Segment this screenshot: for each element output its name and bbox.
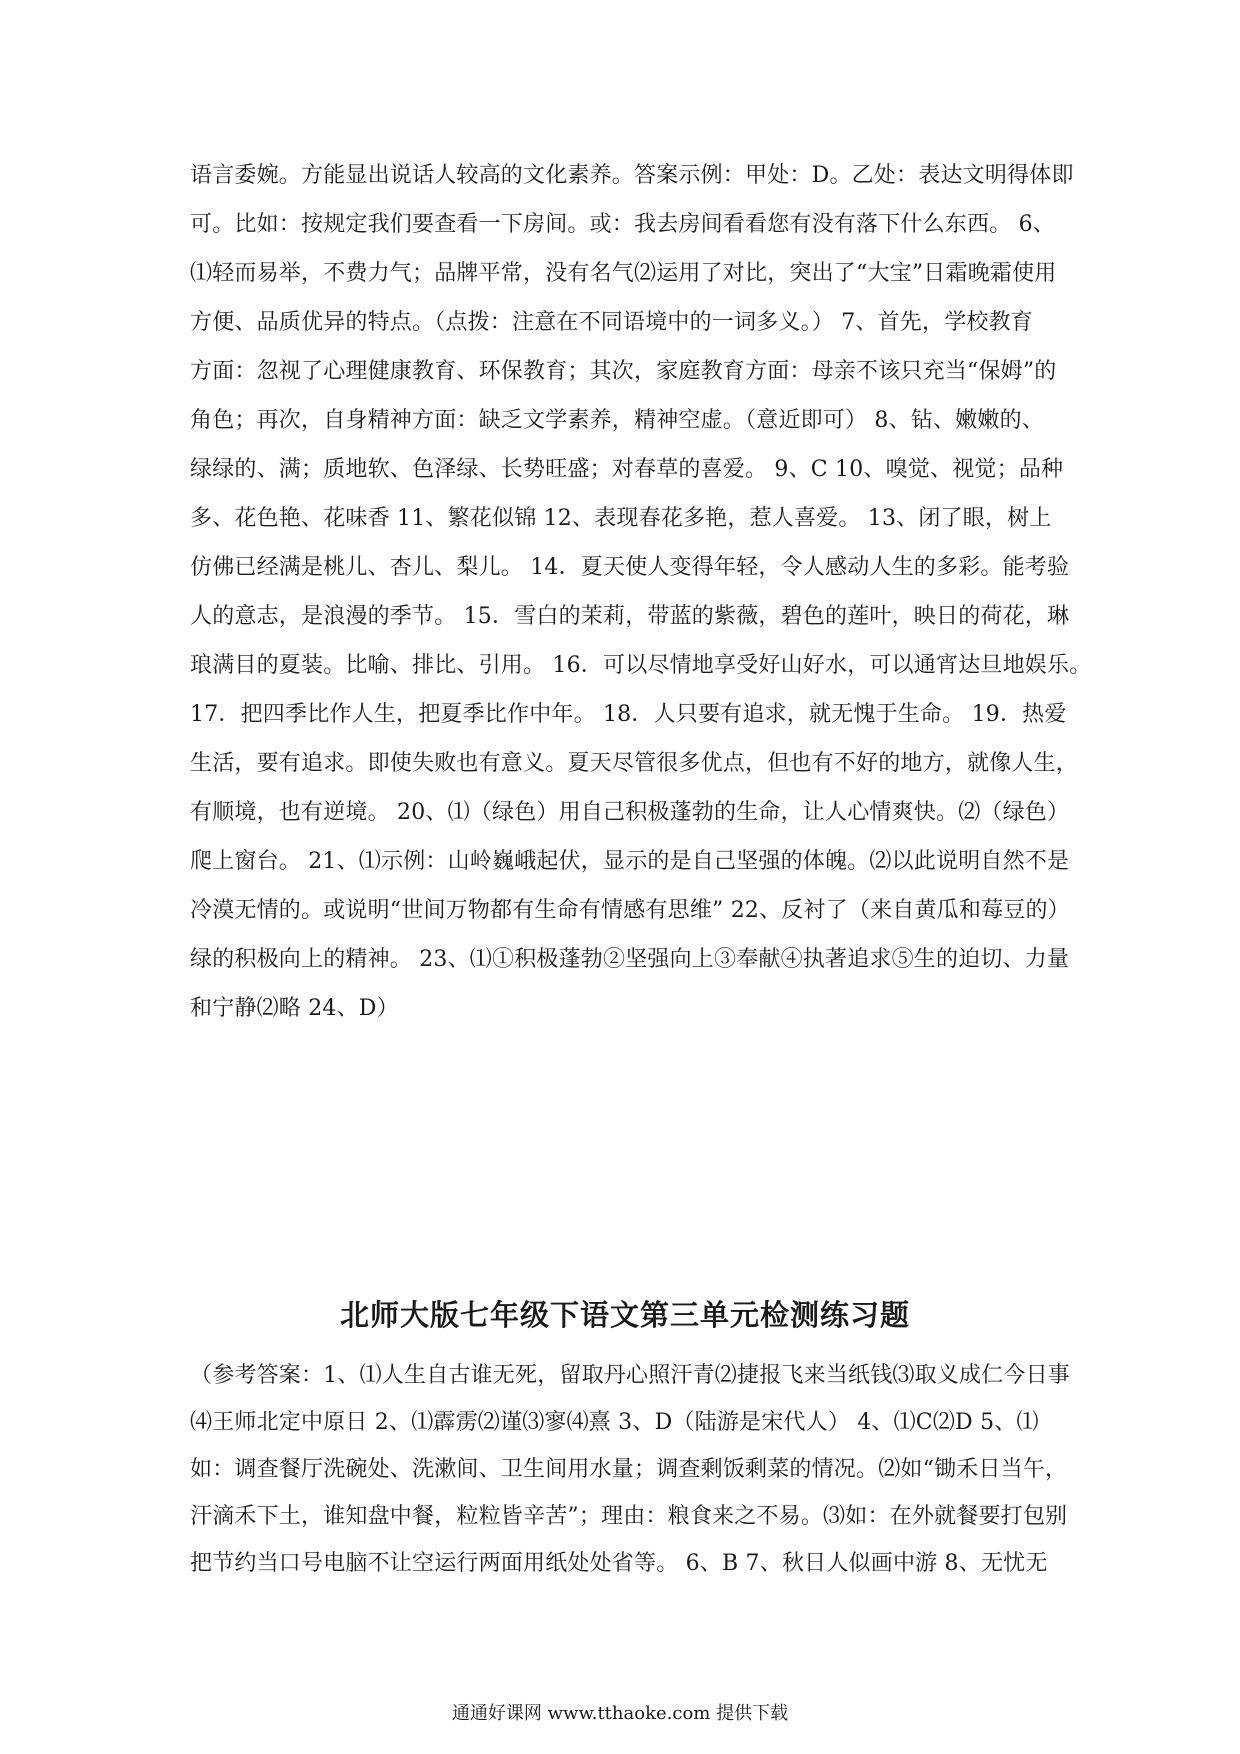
- text-line: 生活，要有追求。即使失败也有意义。夏天尽管很多优点，但也有不好的地方，就像人生，: [190, 751, 1079, 776]
- answers-part-2: [190, 1352, 1070, 1587]
- text-line: 把节约当口号电脑不让空运行两面用纸处处省等。 6、B 7、秋日人似画中游 8、无忧无: [190, 1551, 1048, 1576]
- text-line: 和宁静⑵略 24、D）: [190, 996, 399, 1021]
- text-line: 方便、品质优异的特点。（点拨：注意在不同语境中的一词多义。） 7、首先，学校教育: [190, 310, 1033, 335]
- text-line: 有顺境，也有逆境。 20、⑴（绿色）用自己积极蓬勃的生命，让人心情爽快。⑵（绿色）: [190, 800, 1070, 825]
- text-line: ⑴轻而易举，不费力气；品牌平常，没有名气⑵运用了对比，突出了“大宝”日霜晚霜使用: [190, 261, 1057, 286]
- text-line: 人的意志，是浪漫的季节。 15．雪白的茉莉，带蓝的紫薇，碧色的莲叶，映日的荷花，琳: [190, 604, 1070, 629]
- text-line: 如：调查餐厅洗碗处、洗漱间、卫生间用水量；调查剩饭剩菜的情况。⑵如“锄禾日当午，: [190, 1457, 1068, 1482]
- text-line: （参考答案：1、⑴人生自古谁无死，留取丹心照汗青⑵捷报飞来当纸钱⑶取义成仁今日事: [190, 1363, 1070, 1388]
- text-line: 汗滴禾下土，谁知盘中餐，粒粒皆辛苦”；理由：粮食来之不易。⑶如：在外就餐要打包别: [190, 1504, 1068, 1529]
- answers-part-1: [190, 151, 1092, 1033]
- text-line: 角色；再次，自身精神方面：缺乏文学素养，精神空虚。（意近即可） 8、钻、嫩嫩的、: [190, 408, 1044, 433]
- text-line: ⑷王师北定中原日 2、⑴霹雳⑵谨⑶寥⑷熹 3、D（陆游是宋代人） 4、⑴C⑵D 5、⑴: [190, 1410, 1039, 1435]
- section-title: 北师大版七年级下语文第三单元检测练习题: [339, 1298, 910, 1332]
- page-footer: 通通好课网 www.tthaoke.com 提供下载: [451, 1703, 789, 1724]
- text-line: 绿的积极向上的精神。 23、⑴①积极蓬勃②坚强向上③奉献④执著追求⑤生的迫切、力量: [190, 947, 1070, 972]
- text-line: 爬上窗台。 21、⑴示例：山岭巍峨起伏，显示的是自己坚强的体魄。⑵以此说明自然不是: [190, 849, 1070, 874]
- text-line: 绿绿的、满；质地软、色泽绿、长势旺盛；对春草的喜爱。 9、C 10、嗅觉、视觉；品种: [190, 457, 1064, 482]
- text-line: 冷漠无情的。或说明“世间万物都有生命有情感有思维” 22、反衬了（来自黄瓜和莓豆的）: [190, 898, 1070, 923]
- text-line: 17．把四季比作人生，把夏季比作中年。 18．人只要有追求，就无愧于生命。 19．热爱: [190, 702, 1067, 727]
- text-line: 语言委婉。方能显出说话人较高的文化素养。答案示例：甲处：D。乙处：表达文明得体即: [190, 163, 1074, 188]
- text-line: 琅满目的夏装。比喻、排比、引用。 16．可以尽情地享受好山好水，可以通宵达旦地娱乐。: [190, 653, 1092, 678]
- text-line: 方面：忽视了心理健康教育、环保教育；其次，家庭教育方面：母亲不该只充当“保姆”的: [190, 359, 1057, 384]
- text-line: 多、花色艳、花味香 11、繁花似锦 12、表现春花多艳，惹人喜爱。 13、闭了眼，树上: [190, 506, 1052, 531]
- text-line: 仿佛已经满是桃儿、杏儿、梨儿。 14．夏天使人变得年轻，令人感动人生的多彩。能考验: [190, 555, 1070, 580]
- text-line: 可。比如：按规定我们要查看一下房间。或：我去房间看看您有没有落下什么东西。 6、: [190, 212, 1055, 237]
